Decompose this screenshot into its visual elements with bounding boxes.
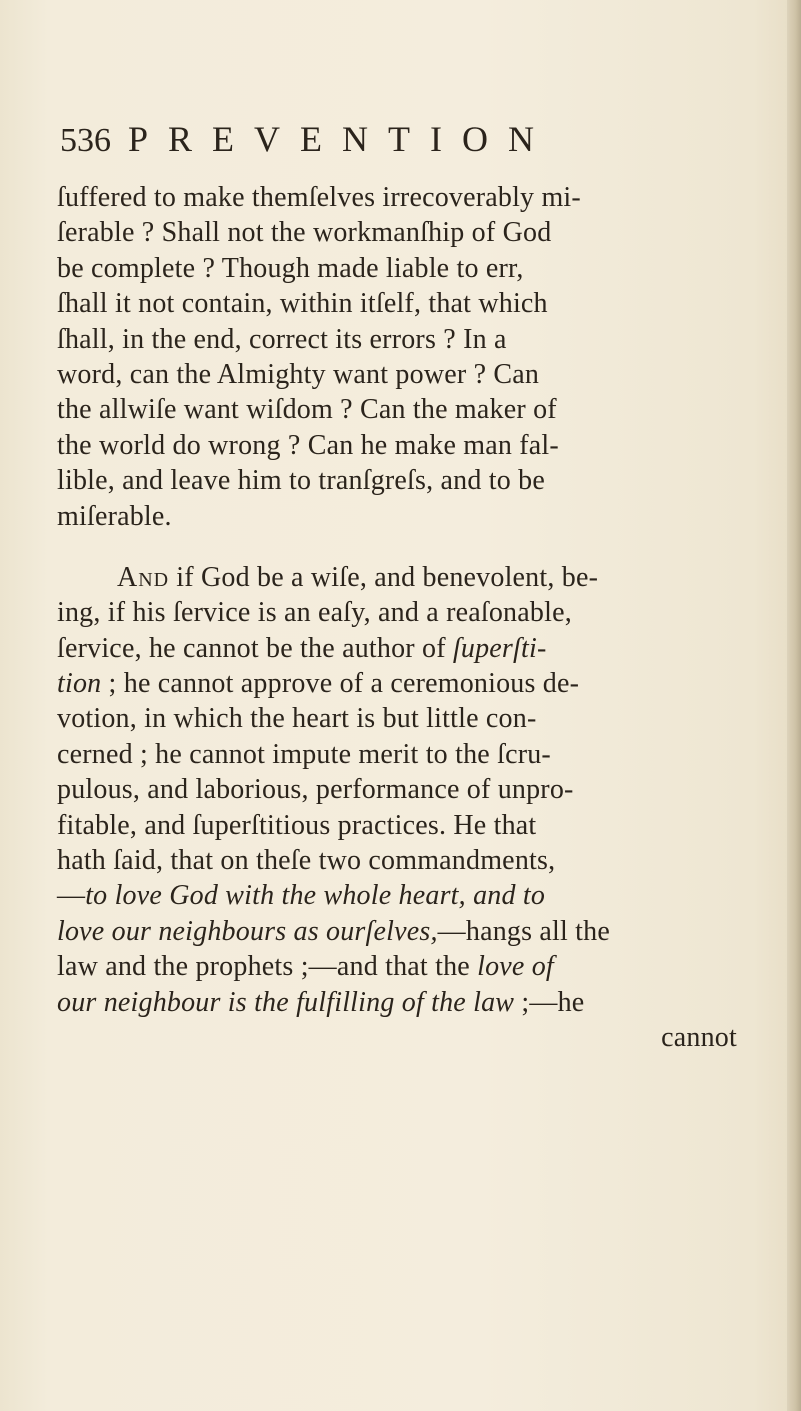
text-line [57, 949, 747, 984]
body-text [57, 180, 747, 1055]
text-line: ſuffered to make themſelves irrecoverably mi- [57, 182, 581, 213]
text-line: word, can the Almighty want power ? Can [57, 358, 540, 390]
text-line: ſhall, in the end, correct its errors ? In a [57, 323, 507, 355]
text-line: the allwiſe want wiſdom ? Can the maker of [57, 394, 557, 426]
text-segment: ſervice, he cannot be the author of [57, 632, 453, 664]
italic-segment: love of [477, 951, 554, 983]
text-line: lible, and leave him to tranſgreſs, and to be [57, 465, 545, 497]
page-header [60, 118, 760, 168]
text-segment: —hangs all the [437, 915, 610, 947]
italic-segment: tion [57, 668, 102, 700]
text-line: fitable, and ſuperſtitious practices. He that [57, 809, 537, 841]
page-edge [787, 0, 801, 1411]
text-line: ſerable ? Shall not the workmanſhip of God [57, 217, 552, 249]
text-line [57, 878, 747, 913]
text-line: ing, if his ſervice is an eaſy, and a reaſonable, [57, 597, 572, 629]
text-line [57, 914, 747, 949]
italic-segment: ſuperſti- [452, 632, 547, 664]
text-line: the world do wrong ? Can he make man fal- [57, 429, 559, 461]
italic-segment: love our neighbours as ourſelves, [57, 915, 438, 947]
text-line: hath ſaid, that on theſe two commandments, [57, 845, 556, 877]
text-segment: ; he cannot approve of a ceremonious de- [101, 668, 580, 700]
text-line: cerned ; he cannot impute merit to the ſcru- [57, 738, 551, 770]
text-line [57, 560, 747, 595]
italic-segment: to love God with the whole heart, and to [85, 880, 546, 912]
text-segment: if God be a wiſe, and benevolent, be- [169, 561, 599, 593]
small-caps-opening: And [117, 561, 170, 593]
text-segment: — [57, 880, 86, 912]
text-line: miſerable. [57, 500, 172, 532]
text-line [57, 985, 747, 1020]
text-line: ſhall it not contain, within itſelf, that which [57, 288, 548, 320]
paragraph-2 [57, 560, 747, 1055]
text-line: be complete ? Though made liable to err, [57, 252, 524, 284]
text-line: pulous, and laborious, performance of unpro- [57, 774, 574, 806]
text-segment: law and the prophets ;—and that the [57, 951, 478, 983]
text-line: votion, in which the heart is but little con- [57, 703, 537, 735]
text-line [57, 631, 747, 666]
text-line [57, 666, 747, 701]
text-segment: ;—he [514, 986, 585, 1018]
italic-segment: our neighbour is the fulfilling of the law [57, 986, 515, 1018]
running-head: PREVENTION [128, 119, 554, 159]
paragraph-1 [57, 180, 747, 534]
catchword: cannot [661, 1021, 737, 1053]
page-number: 536 [60, 122, 111, 159]
